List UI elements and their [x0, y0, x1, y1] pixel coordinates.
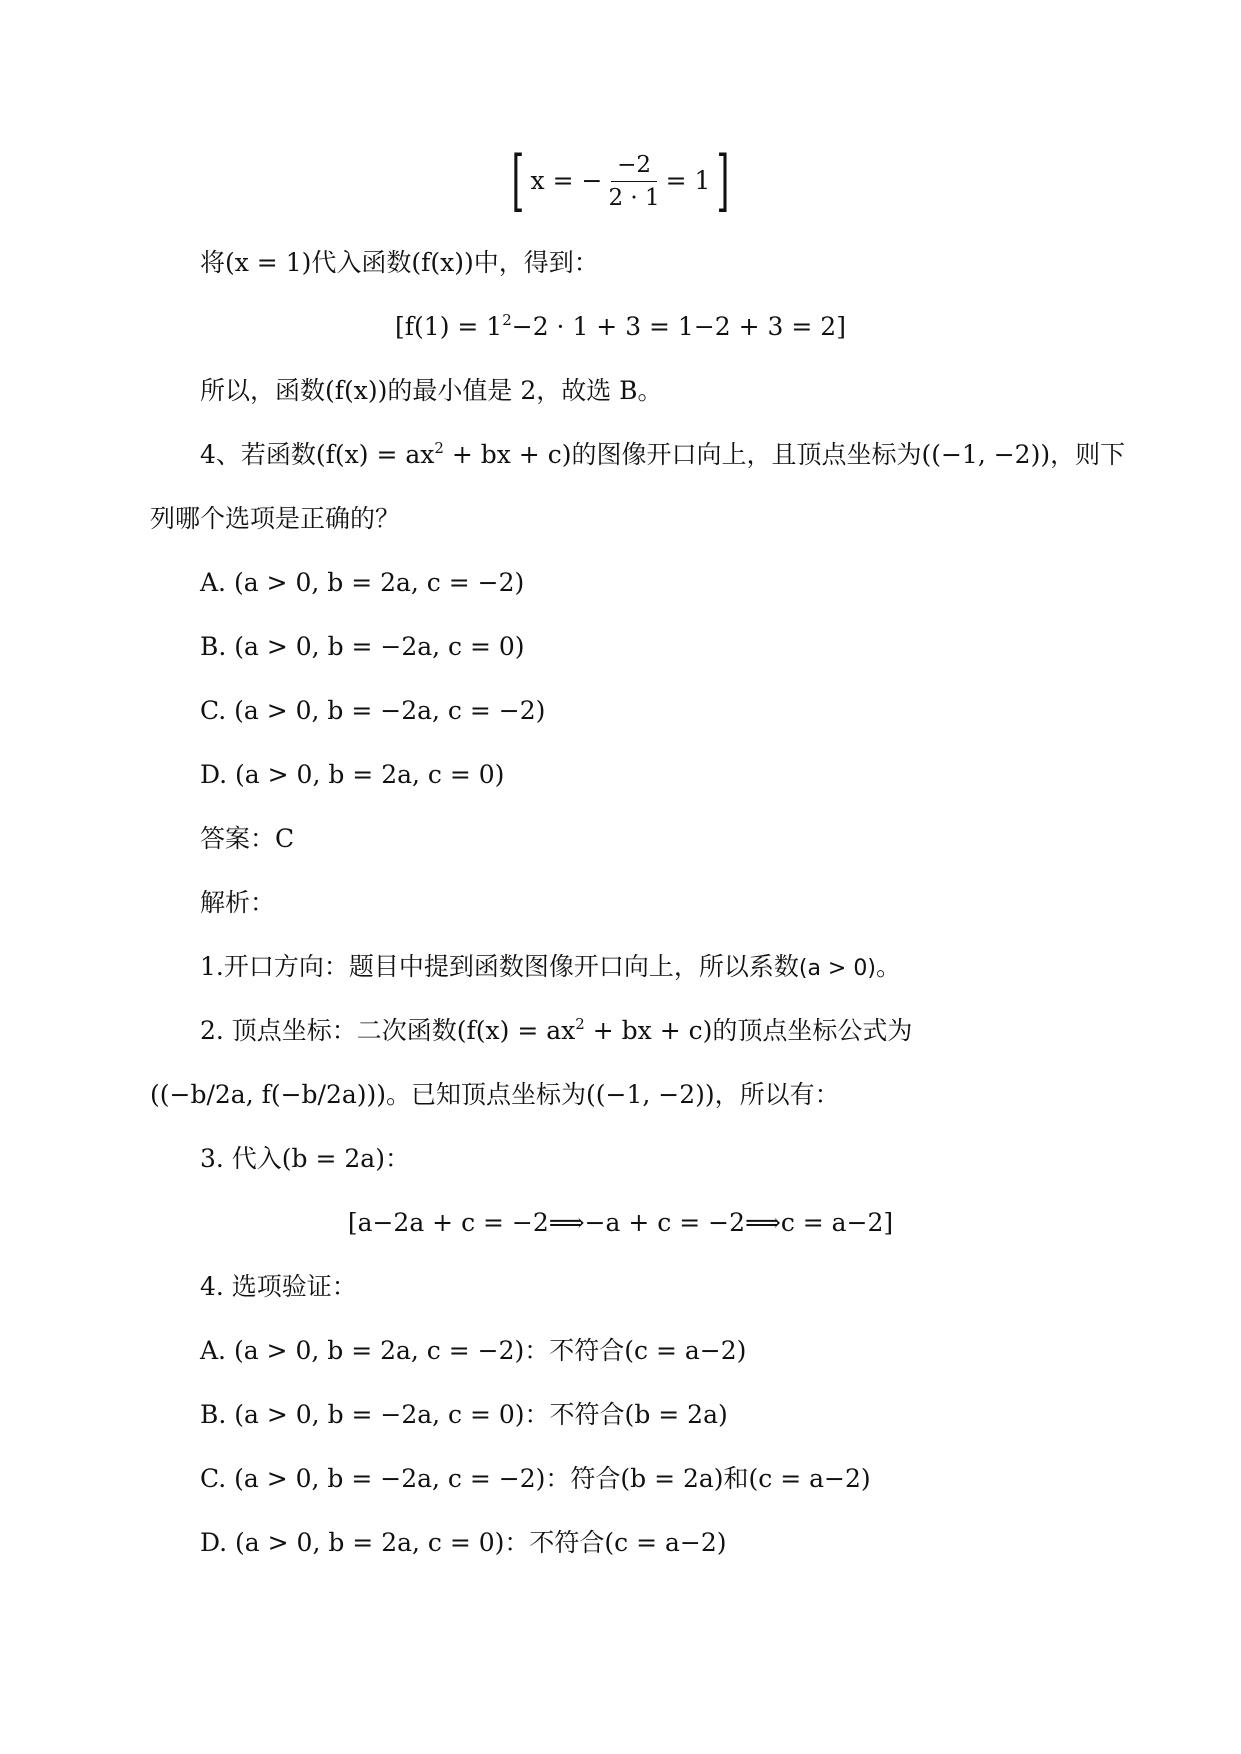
step1-period: 。	[875, 952, 901, 981]
fraction-denominator: 2 · 1	[608, 184, 660, 211]
step-4: 4. 选项验证：	[200, 1272, 357, 1301]
verify-c: C. (a > 0, b = −2a, c = −2)：符合(b = 2a)和(c = a−2)	[200, 1464, 871, 1493]
fraction	[608, 151, 659, 212]
step-3: 3. 代入(b = 2a)：	[200, 1144, 410, 1173]
step1-math: (a > 0)	[798, 956, 876, 981]
step-1	[200, 950, 901, 986]
step2-exponent: 2	[575, 1015, 585, 1033]
eq-f1-part1: [f(1) = 1	[395, 312, 503, 341]
verify-a: A. (a > 0, b = 2a, c = −2)：不符合(c = a−2)	[200, 1336, 747, 1365]
eq-x-prefix: x = −	[530, 166, 603, 195]
equation-f1	[0, 310, 1241, 344]
step-2-line2: ((−b/2a, f(−b/2a)))。已知顶点坐标为((−1, −2))，所以有：	[150, 1080, 840, 1109]
fraction-numerator: −2	[611, 151, 657, 182]
q4-part2: + bx + c)的图像开口向上，且顶点坐标为((−1, −2))，则下	[443, 440, 1126, 469]
equation-vertex-x	[0, 142, 1241, 219]
left-bracket: [	[511, 142, 525, 219]
eq-f1-exponent: 2	[502, 311, 512, 329]
q4-part1: 4、若函数(f(x) = ax	[200, 440, 435, 469]
equation-substitution: [a−2a + c = −2⟹−a + c = −2⟹c = a−2]	[347, 1208, 894, 1237]
question-4-line1	[200, 438, 1125, 472]
eq-f1-part2: −2 · 1 + 3 = 1−2 + 3 = 2]	[511, 312, 846, 341]
option-c: C. (a > 0, b = −2a, c = −2)	[200, 696, 546, 725]
option-b: B. (a > 0, b = −2a, c = 0)	[200, 632, 525, 661]
verify-b: B. (a > 0, b = −2a, c = 0)：不符合(b = 2a)	[200, 1400, 728, 1429]
option-d: D. (a > 0, b = 2a, c = 0)	[200, 760, 505, 789]
substitute-text: 将(x = 1)代入函数(f(x))中，得到：	[200, 248, 599, 277]
analysis-heading: 解析：	[200, 888, 276, 917]
option-a: A. (a > 0, b = 2a, c = −2)	[200, 568, 525, 597]
step1-text: 1.开口方向：题目中提到函数图像开口向上，所以系数	[200, 952, 799, 981]
step2-part1: 2. 顶点坐标：二次函数(f(x) = ax	[200, 1016, 576, 1045]
step2-part2: + bx + c)的顶点坐标公式为	[584, 1016, 913, 1045]
step-2-line1	[200, 1014, 912, 1048]
conclusion-text: 所以，函数(f(x))的最小值是 2，故选 B。	[200, 376, 663, 405]
answer: 答案：C	[200, 824, 295, 853]
right-bracket: ]	[716, 142, 730, 219]
q4-exponent: 2	[434, 439, 444, 457]
question-4-line2: 列哪个选项是正确的？	[150, 504, 401, 533]
verify-d: D. (a > 0, b = 2a, c = 0)：不符合(c = a−2)	[200, 1528, 727, 1557]
eq-x-suffix: = 1	[665, 166, 711, 195]
